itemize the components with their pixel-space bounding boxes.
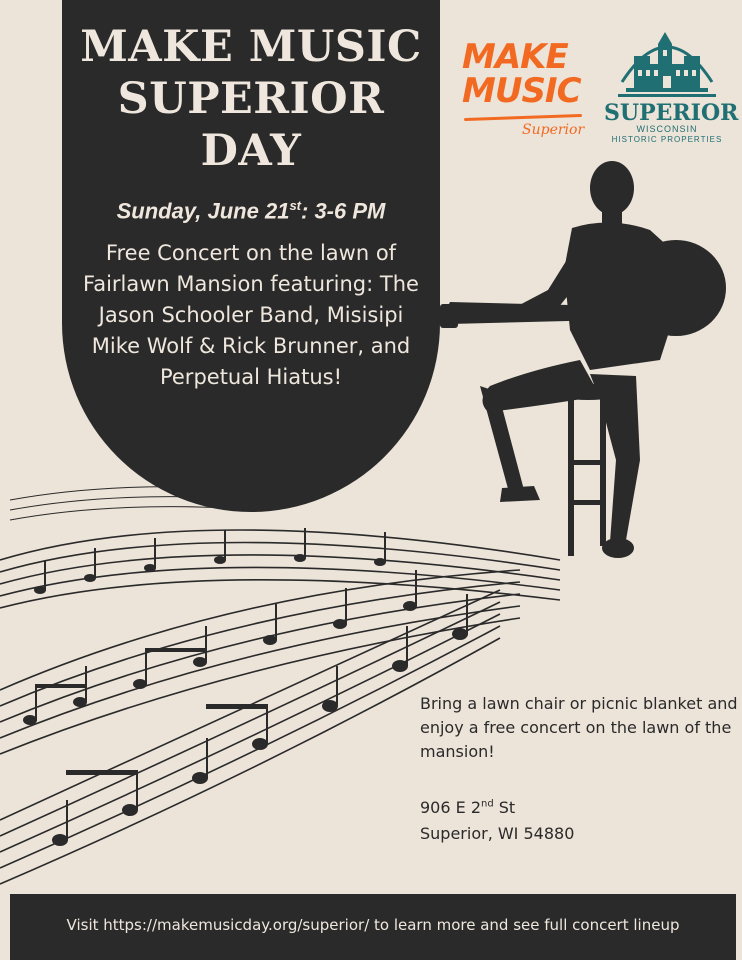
event-description: Free Concert on the lawn of Fairlawn Mansion featuring: The Jason Schooler Band, Misisipi Mike Wolf & Rick Brunner, and Perpetual Hiatus! <box>83 241 419 389</box>
date-prefix: Sunday, June 21 <box>116 198 290 224</box>
footer-bar <box>10 894 736 960</box>
info-text: Bring a lawn chair or picnic blanket and enjoy a free concert on the lawn of the mansion! <box>420 694 738 761</box>
address-street-suffix: St <box>493 798 516 817</box>
make-music-logo-swoosh <box>464 114 582 121</box>
title-line-3: DAY <box>200 126 302 176</box>
address-street <box>420 798 515 817</box>
make-music-logo-sub: Superior <box>522 122 585 138</box>
title-line-2: SUPERIOR <box>117 74 385 124</box>
event-date <box>62 198 440 224</box>
address-number: 906 E 2 <box>420 798 481 817</box>
superior-historic-logo <box>604 22 739 152</box>
make-music-logo-line1: MAKE <box>462 37 568 77</box>
address-city: Superior, WI 54880 <box>420 824 575 843</box>
make-music-logo <box>458 37 588 160</box>
title-line-1: MAKE MUSIC <box>80 22 422 72</box>
date-ordinal: st <box>289 198 301 213</box>
superior-logo-tagline: HISTORIC PROPERTIES <box>611 135 723 144</box>
mansion-icon <box>604 22 730 102</box>
make-music-logo-line2: MUSIC <box>462 71 581 111</box>
date-time: : 3-6 PM <box>301 198 386 224</box>
footer-link-text[interactable]: Visit https://makemusicday.org/superior/ to learn more and see full concert lineup <box>66 916 680 934</box>
address-ordinal: nd <box>481 798 494 810</box>
superior-logo-state: WISCONSIN <box>636 124 698 134</box>
superior-logo-text: SUPERIOR <box>604 100 739 126</box>
